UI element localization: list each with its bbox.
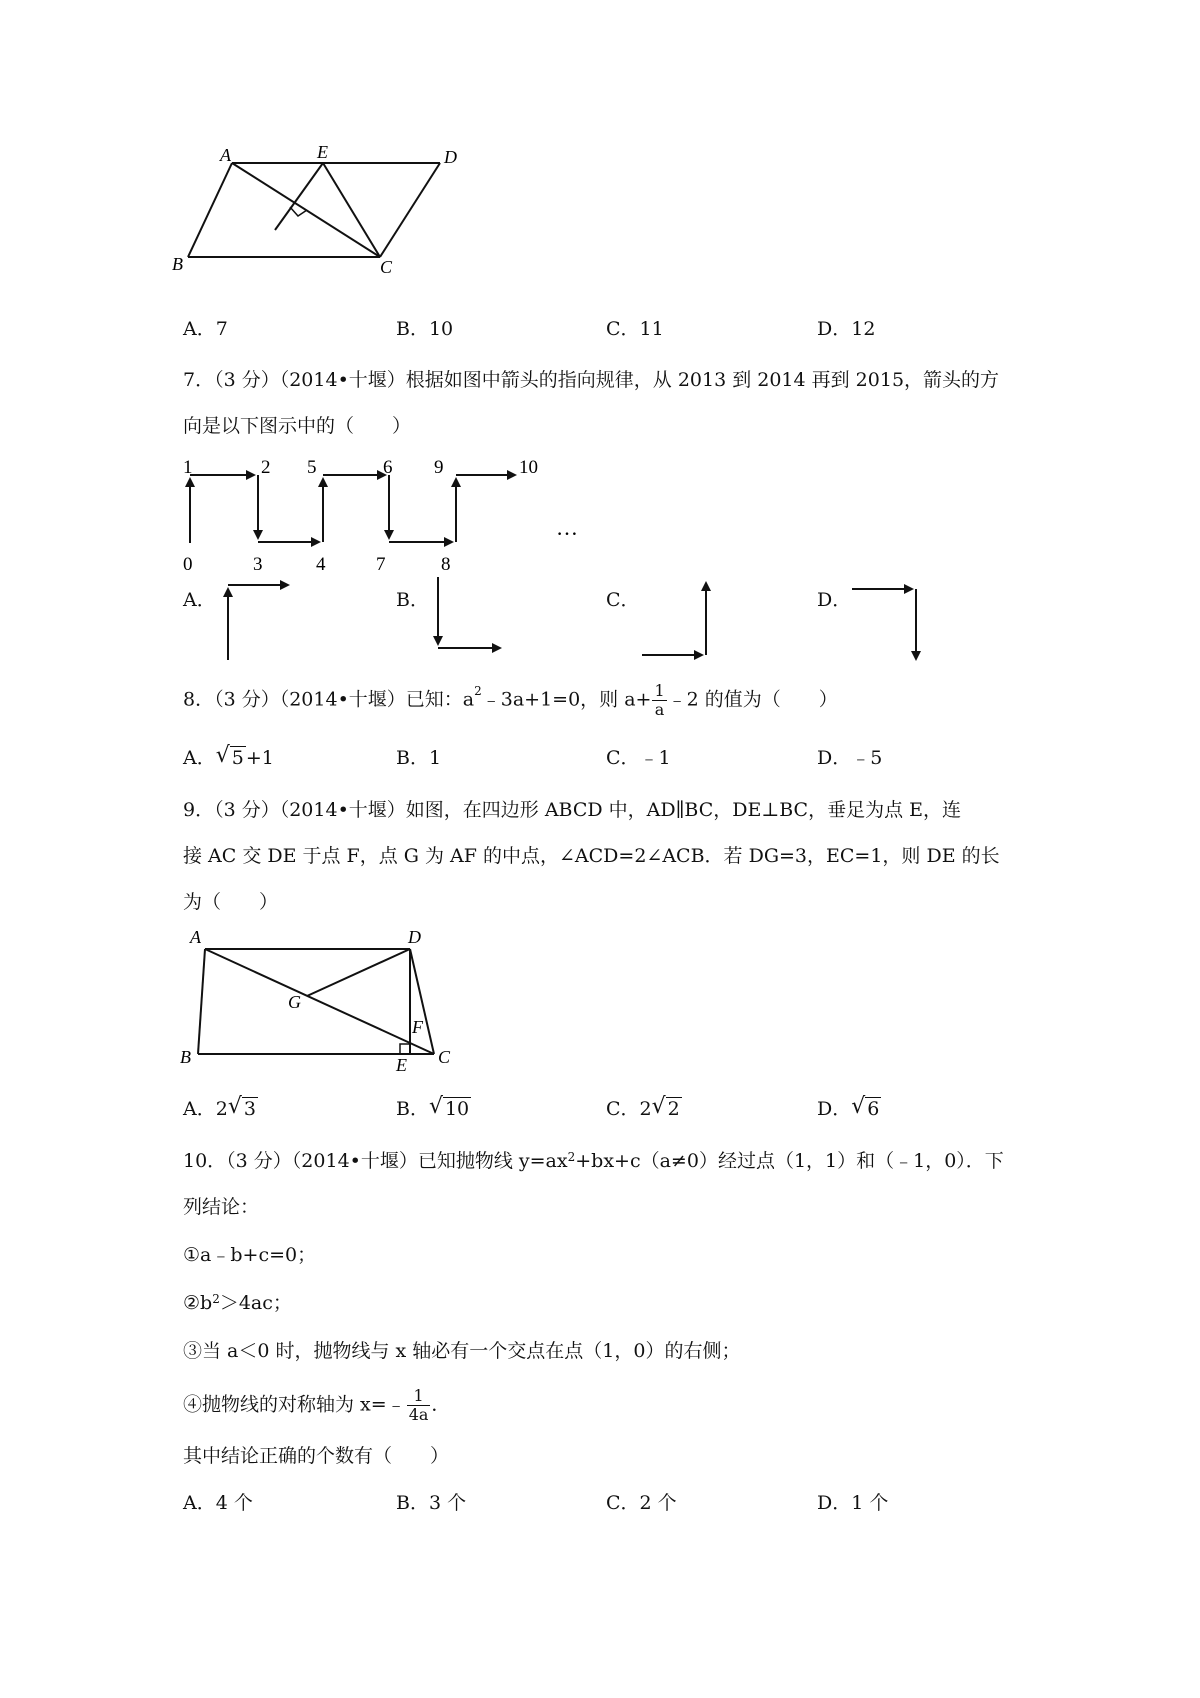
q10-stem-line2: 列结论： (183, 1196, 260, 1218)
q9-label-g: G (288, 992, 301, 1012)
q7-num-8: 8 (441, 554, 451, 573)
q6-option-a (183, 316, 228, 342)
option-letter: C． (606, 318, 640, 340)
radicand: 6 (867, 1098, 880, 1120)
q10-conclusion-3: ③当 a＜0 时，抛物线与 x 轴必有一个交点在点（1，0）的右侧； (183, 1340, 741, 1362)
q8-option-c (606, 745, 671, 771)
q10-conclusion-part: ． (431, 1393, 451, 1416)
q10-fraction-denominator: 4a (408, 1405, 429, 1424)
option-text: ﹣1 (639, 747, 671, 769)
option-letter: C． (606, 1098, 640, 1120)
option-text: 1 个 (851, 1492, 889, 1514)
q7-option-c-arrow (640, 575, 720, 665)
q9-label-e: E (396, 1055, 407, 1075)
q7-num-5: 5 (307, 457, 317, 478)
option-letter: D． (817, 1098, 852, 1120)
q7-stem-line2: 向是以下图示中的（ ） (183, 415, 412, 437)
radicand: 5 (231, 747, 244, 769)
q6-label-e: E (317, 145, 328, 162)
q8-stem-mid: ﹣3a+1=0，则 a+ (481, 688, 652, 711)
q10-exponent: 2 (212, 1292, 220, 1306)
sqrt-symbol: √ 2 (651, 1094, 680, 1120)
q10-stem-part: +bx+c（a≠0）经过点（1，1）和（﹣1，0）．下 (575, 1150, 1004, 1172)
q10-conclusion-part: ④抛物线的对称轴为 x=﹣ (183, 1393, 406, 1416)
option-letter: D． (817, 1492, 852, 1514)
sqrt-symbol: √ 6 (851, 1094, 880, 1120)
q9-label-b: B (180, 1047, 191, 1067)
q8-exponent: 2 (474, 684, 482, 698)
option-text: 10 (428, 318, 454, 340)
q9-label-c: C (438, 1047, 451, 1067)
option-letter: A． (183, 747, 216, 769)
q8-option-d (817, 745, 882, 771)
q7-num-9: 9 (434, 457, 444, 478)
radicand: 3 (243, 1098, 256, 1120)
option-letter: D． (817, 747, 852, 769)
q7-num-7: 7 (376, 554, 386, 573)
option-text: 1 (428, 747, 442, 769)
q10-question: 其中结论正确的个数有（ ） (183, 1445, 450, 1467)
q8-fraction-numerator: 1 (654, 681, 665, 700)
q7-option-d-arrow (850, 575, 930, 665)
q6-option-d (817, 316, 875, 342)
q7-option-a-arrow (220, 575, 300, 665)
q10-conclusion-part: ②b (183, 1292, 213, 1314)
option-letter: B． (396, 1098, 429, 1120)
q9-label-f: F (412, 1017, 423, 1037)
option-text: ﹣5 (851, 747, 883, 769)
q9-label-a: A (190, 927, 201, 947)
q7-num-3: 3 (253, 554, 263, 573)
option-text: +1 (245, 747, 274, 769)
q8-option-b (396, 745, 441, 771)
sqrt-symbol: √ 10 (428, 1094, 470, 1120)
sqrt-symbol: √ 5 (215, 743, 244, 769)
q9-stem-line2: 接 AC 交 DE 于点 F，点 G 为 AF 的中点，∠ACD=2∠ACB．若 DG=3，EC=1，则 DE 的长 (183, 845, 1000, 867)
q7-option-a-label: A． (183, 589, 216, 611)
q9-stem-line1: 9．（3 分）（2014•十堰）如图，在四边形 ABCD 中，AD∥BC，DE⊥BC，垂足为点 E，连 (183, 799, 961, 821)
q6-label-a: A (220, 145, 231, 165)
q7-num-1: 1 (183, 457, 193, 478)
q7-num-2: 2 (261, 457, 271, 478)
q10-exponent: 2 (567, 1150, 576, 1164)
q9-figure (170, 925, 470, 1075)
q7-option-b-arrow (430, 575, 510, 665)
option-letter: A． (183, 318, 216, 340)
q8-stem (183, 682, 838, 719)
option-letter: B． (396, 1492, 429, 1514)
q7-stem-line1: 7．（3 分）（2014•十堰）根据如图中箭头的指向规律，从 2013 到 2014 再到 2015，箭头的方 (183, 369, 1000, 391)
option-letter: D． (817, 318, 852, 340)
q7-arrow-pattern-figure (175, 455, 595, 573)
radicand: 10 (444, 1098, 470, 1120)
q10-conclusion-4 (183, 1387, 450, 1424)
q7-num-6: 6 (383, 457, 393, 478)
coefficient: 2 (639, 1098, 652, 1120)
q6-figure (170, 145, 460, 285)
q7-ellipsis: … (556, 515, 578, 540)
q7-option-d-label: D． (817, 589, 852, 611)
q6-label-d: D (444, 147, 457, 167)
q10-option-c (606, 1490, 677, 1516)
q9-option-a (183, 1096, 258, 1122)
q10-stem-part: 10．（3 分）（2014•十堰）已知抛物线 y=ax (183, 1150, 568, 1172)
q8-stem-prefix: 8．（3 分）（2014•十堰）已知：a (183, 688, 475, 711)
coefficient: 2 (215, 1098, 228, 1120)
option-text: 12 (851, 318, 876, 340)
q9-label-d: D (408, 927, 421, 947)
q10-conclusion-2 (183, 1290, 292, 1316)
q10-fraction-numerator: 1 (407, 1387, 431, 1406)
q10-conclusion-part: ＞4ac； (219, 1292, 292, 1314)
q6-option-b (396, 316, 453, 342)
q9-option-c (606, 1096, 682, 1122)
q9-option-b (396, 1096, 471, 1122)
q7-num-10: 10 (519, 457, 538, 478)
option-letter: C． (606, 747, 640, 769)
q7-option-c-label: C． (606, 589, 640, 611)
q6-label-b: B (172, 254, 183, 274)
q10-fraction (407, 1387, 431, 1424)
option-letter: B． (396, 318, 429, 340)
q7-option-b-label: B． (396, 589, 429, 611)
q8-option-a (183, 745, 274, 771)
q8-fraction-denominator: a (654, 700, 665, 719)
option-text: 11 (639, 318, 664, 340)
q9-option-d (817, 1096, 881, 1122)
q6-label-c: C (380, 257, 393, 277)
option-text: 3 个 (428, 1492, 467, 1514)
q10-option-d (817, 1490, 888, 1516)
sqrt-symbol: √ 3 (227, 1094, 256, 1120)
radicand: 2 (667, 1098, 680, 1120)
option-text: 7 (215, 318, 228, 340)
q7-num-0: 0 (183, 554, 193, 573)
option-letter: A． (183, 1098, 216, 1120)
option-text: 2 个 (639, 1492, 677, 1514)
q9-stem-line3: 为（ ） (183, 891, 279, 913)
q7-num-4: 4 (316, 554, 326, 573)
q8-stem-suffix: ﹣2 的值为（ ） (667, 688, 838, 711)
q8-fraction (652, 682, 666, 719)
option-letter: C． (606, 1492, 640, 1514)
q10-stem-line1 (183, 1148, 1004, 1174)
q10-option-b (396, 1490, 466, 1516)
q6-option-c (606, 316, 664, 342)
option-letter: A． (183, 1492, 216, 1514)
option-letter: B． (396, 747, 429, 769)
q10-conclusion-1: ①a﹣b+c=0； (183, 1244, 317, 1266)
q10-option-a (183, 1490, 253, 1516)
option-text: 4 个 (215, 1492, 253, 1514)
